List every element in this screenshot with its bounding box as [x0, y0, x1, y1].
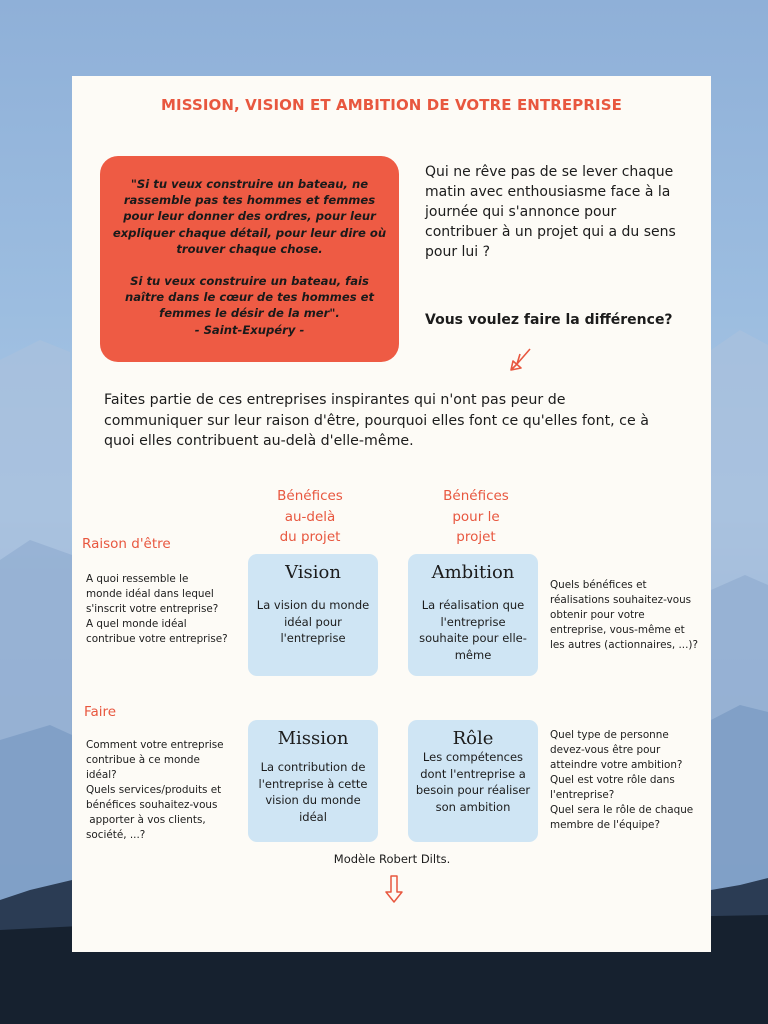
side-note-line: atteindre votre ambition?: [550, 759, 683, 771]
side-note-line: l'entreprise?: [550, 789, 615, 801]
row-label-faire: Faire: [84, 704, 117, 720]
side-note-line: réalisations souhaitez-vous: [550, 594, 692, 606]
role-title: Rôle: [452, 728, 494, 749]
column-head-left: [250, 486, 370, 548]
ambition-title: Ambition: [431, 562, 515, 583]
side-note-line: Quels bénéfices et: [550, 579, 647, 591]
vision-description: La vision du monde idéal pour l'entreprise: [256, 598, 370, 645]
role-box: [408, 720, 538, 842]
side-note-role: [550, 728, 693, 833]
side-note-line: A quel monde idéal: [86, 618, 187, 630]
column-head-line: Bénéfices: [443, 488, 509, 504]
ambition-description: La réalisation que l'entreprise souhaite pour elle-même: [419, 598, 527, 662]
quote-paragraph-1: "Si tu veux construire un bateau, ne rassemble pas tes hommes et femmes pour leur donner des ordres, pour leur expliquer chaque détail, pour leur dire où trouver chaque chose.: [112, 177, 387, 256]
mission-description: La contribution de l'entreprise à cette vision du monde idéal: [258, 760, 368, 824]
side-note-line: apporter à vos clients,: [86, 814, 206, 826]
difference-question: Vous voulez faire la différence?: [425, 312, 673, 328]
quote-box: [100, 156, 399, 362]
side-note-mission: [86, 738, 224, 843]
mission-box: [248, 720, 378, 842]
side-note-line: bénéfices souhaitez-vous: [86, 799, 218, 811]
side-note-line: contribue votre entreprise?: [86, 633, 228, 645]
side-note-line: s'inscrit votre entreprise?: [86, 603, 219, 615]
column-head-line: du projet: [279, 529, 341, 545]
side-note-line: Comment votre entreprise: [86, 739, 224, 751]
side-note-line: Quel est votre rôle dans: [550, 774, 675, 786]
column-head-right: [416, 486, 536, 548]
vision-box: [248, 554, 378, 676]
vision-title: Vision: [285, 562, 341, 583]
side-note-vision: [86, 572, 228, 647]
role-description: Les compétences dont l'entreprise a besoin pour réaliser son ambition: [415, 750, 531, 814]
side-note-line: membre de l'équipe?: [550, 819, 660, 831]
side-note-line: Quel type de personne: [550, 729, 669, 741]
side-note-line: idéal?: [86, 769, 117, 781]
quote-paragraph-2: Si tu veux construire un bateau, fais naître dans le cœur de tes hommes et femmes le désir de la mer".: [124, 274, 375, 321]
ambition-box: [408, 554, 538, 676]
page-title: MISSION, VISION ET AMBITION DE VOTRE ENTREPRISE: [161, 96, 622, 114]
side-note-line: obtenir pour votre: [550, 609, 645, 621]
side-note-line: société, ...?: [86, 829, 146, 841]
side-note-line: devez-vous être pour: [550, 744, 661, 756]
model-credit: Modèle Robert Dilts.: [333, 852, 451, 866]
side-note-line: entreprise, vous-même et: [550, 624, 685, 636]
down-arrow-icon: [384, 874, 404, 904]
diagonal-arrow-icon: [508, 346, 534, 374]
column-head-line: projet: [456, 529, 496, 545]
side-note-line: monde idéal dans lequel: [86, 588, 214, 600]
quote-author: - Saint-Exupéry -: [194, 322, 305, 337]
intro-text: Qui ne rêve pas de se lever chaque matin avec enthousiasme face à la journée qui s'annonce pour contribuer à un projet qui a du sens pour lui ?: [425, 164, 676, 260]
side-note-line: A quoi ressemble le: [86, 573, 189, 585]
row-label-raison: Raison d'être: [82, 536, 171, 552]
mission-title: Mission: [277, 728, 349, 749]
lead-paragraph: Faites partie de ces entreprises inspirantes qui n'ont pas peur de communiquer sur leur raison d'être, pourquoi elles font ce qu'elles font, ce à quoi elles contribuent au-delà d'elle-même.: [104, 392, 649, 449]
column-head-line: pour le: [452, 508, 500, 525]
content-card: [72, 76, 711, 952]
side-note-line: les autres (actionnaires, ...)?: [550, 639, 698, 651]
side-note-line: contribue à ce monde: [86, 754, 200, 766]
column-head-line: Bénéfices: [277, 488, 343, 504]
side-note-line: Quels services/produits et: [86, 784, 222, 796]
column-head-line: au-delà: [284, 508, 336, 525]
side-note-ambition: [550, 578, 698, 653]
side-note-line: Quel sera le rôle de chaque: [550, 804, 694, 816]
